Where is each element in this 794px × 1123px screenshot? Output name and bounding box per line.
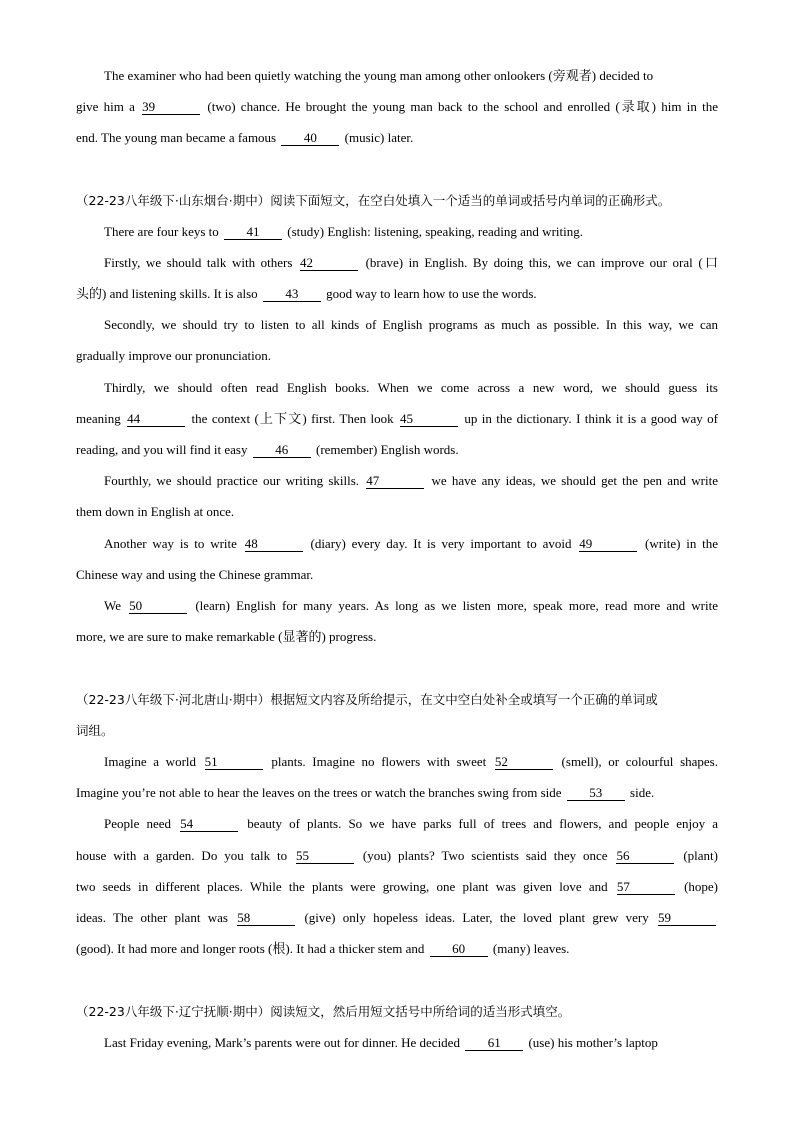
answer-blank-53[interactable]: 53 bbox=[567, 786, 625, 801]
text-segment: People need bbox=[104, 816, 179, 831]
text-segment: Chinese way and using the Chinese grammar. bbox=[76, 567, 314, 582]
text-segment: more, we are sure to make remarkable (显著的) progress. bbox=[76, 629, 377, 644]
text-segment: gradually improve our pronunciation. bbox=[76, 348, 271, 363]
text-segment: the context (上下文) first. Then look bbox=[187, 411, 399, 426]
text-segment: (music) later. bbox=[341, 130, 414, 145]
text-segment: 词组。 bbox=[76, 723, 114, 738]
text-segment: house with a garden. Do you talk to bbox=[76, 848, 295, 863]
text-segment: (plant) bbox=[676, 848, 718, 863]
text-segment: reading, and you will find it easy bbox=[76, 442, 251, 457]
answer-blank-55[interactable]: 55 bbox=[296, 849, 354, 864]
text-line bbox=[104, 67, 718, 85]
text-line bbox=[104, 223, 718, 241]
text-line bbox=[104, 753, 718, 771]
section-heading bbox=[76, 192, 718, 210]
text-line bbox=[76, 909, 718, 927]
text-segment: meaning bbox=[76, 411, 126, 426]
text-line bbox=[104, 815, 718, 833]
answer-blank-40[interactable]: 40 bbox=[281, 131, 339, 146]
text-segment: Fourthly, we should practice our writing skills. bbox=[104, 473, 365, 488]
text-line bbox=[104, 379, 718, 397]
answer-blank-61[interactable]: 61 bbox=[465, 1036, 523, 1051]
text-line bbox=[104, 535, 718, 553]
text-line bbox=[76, 129, 718, 147]
text-line bbox=[104, 316, 718, 334]
text-line bbox=[76, 878, 718, 896]
text-segment: good way to learn how to use the words. bbox=[322, 286, 537, 301]
text-segment: (hope) bbox=[676, 879, 718, 894]
text-line bbox=[76, 784, 718, 802]
text-line bbox=[104, 597, 718, 615]
text-segment: Firstly, we should talk with others bbox=[104, 255, 298, 270]
text-segment: Thirdly, we should often read English books. When we come across a new word, we should guess its bbox=[104, 380, 718, 395]
text-segment: up in the dictionary. I think it is a good way of bbox=[460, 411, 718, 426]
text-segment: (diary) every day. It is very important to avoid bbox=[304, 536, 578, 551]
answer-blank-47[interactable]: 47 bbox=[366, 474, 424, 489]
answer-blank-42[interactable]: 42 bbox=[300, 256, 358, 271]
section-heading bbox=[76, 1003, 718, 1021]
answer-blank-54[interactable]: 54 bbox=[180, 817, 238, 832]
text-segment: them down in English at once. bbox=[76, 504, 235, 519]
text-segment: Imagine you’re not able to hear the leaves on the trees or watch the branches swing from side bbox=[76, 785, 565, 800]
text-segment: (brave) in English. By doing this, we can improve our oral (口 bbox=[360, 255, 718, 270]
answer-blank-50[interactable]: 50 bbox=[129, 599, 187, 614]
text-segment: The examiner who had been quietly watching the young man among other onlookers (旁观者) decided to bbox=[104, 68, 654, 83]
text-segment: (remember) English words. bbox=[312, 442, 459, 457]
text-segment: （22-23八年级下·河北唐山·期中）根据短文内容及所给提示，在文中空白处补全或填写一个正确的单词或 bbox=[76, 692, 658, 707]
text-line bbox=[76, 940, 718, 958]
text-segment: (give) only hopeless ideas. Later, the loved plant grew very bbox=[297, 910, 656, 925]
text-line bbox=[76, 566, 718, 584]
text-line bbox=[76, 410, 718, 428]
text-segment: (good). It had more and longer roots (根). It had a thicker stem and bbox=[76, 941, 428, 956]
text-segment: side. bbox=[626, 785, 655, 800]
answer-blank-52[interactable]: 52 bbox=[495, 755, 553, 770]
answer-blank-51[interactable]: 51 bbox=[205, 755, 263, 770]
text-segment: Secondly, we should try to listen to all kinds of English programs as much as possible. In this way, we can bbox=[104, 317, 718, 332]
answer-blank-45[interactable]: 45 bbox=[400, 412, 458, 427]
text-segment: give him a bbox=[76, 99, 141, 114]
text-segment: beauty of plants. So we have parks full of trees and flowers, and people enjoy a bbox=[240, 816, 719, 831]
text-segment: plants. Imagine no flowers with sweet bbox=[264, 754, 493, 769]
text-line bbox=[76, 441, 718, 459]
answer-blank-46[interactable]: 46 bbox=[253, 443, 311, 458]
text-line bbox=[104, 254, 718, 272]
answer-blank-60[interactable]: 60 bbox=[430, 942, 488, 957]
text-segment: （22-23八年级下·山东烟台·期中）阅读下面短文，在空白处填入一个适当的单词或括号内单词的正确形式。 bbox=[76, 193, 671, 208]
text-line bbox=[76, 98, 718, 116]
text-segment: （22-23八年级下·辽宁抚顺·期中）阅读短文，然后用短文括号中所给词的适当形式填空。 bbox=[76, 1004, 571, 1019]
text-segment: we have any ideas, we should get the pen and write bbox=[426, 473, 718, 488]
text-segment: (learn) English for many years. As long as we listen more, speak more, read more and write bbox=[189, 598, 718, 613]
text-segment: (you) plants? Two scientists said they once bbox=[356, 848, 615, 863]
answer-blank-58[interactable]: 58 bbox=[237, 911, 295, 926]
answer-blank-57[interactable]: 57 bbox=[617, 880, 675, 895]
text-segment: (use) his mother’s laptop bbox=[525, 1035, 658, 1050]
text-segment: (study) English: listening, speaking, reading and writing. bbox=[284, 224, 583, 239]
text-segment: (write) in the bbox=[639, 536, 718, 551]
section-heading bbox=[76, 722, 718, 740]
answer-blank-39[interactable]: 39 bbox=[142, 100, 200, 115]
text-line bbox=[104, 472, 718, 490]
answer-blank-48[interactable]: 48 bbox=[245, 537, 303, 552]
text-segment: We bbox=[104, 598, 128, 613]
text-line bbox=[76, 847, 718, 865]
text-segment: Last Friday evening, Mark’s parents were out for dinner. He decided bbox=[104, 1035, 464, 1050]
text-segment: end. The young man became a famous bbox=[76, 130, 280, 145]
text-line bbox=[76, 503, 718, 521]
text-segment: There are four keys to bbox=[104, 224, 223, 239]
text-line bbox=[76, 347, 718, 365]
text-segment: Another way is to write bbox=[104, 536, 243, 551]
answer-blank-44[interactable]: 44 bbox=[127, 412, 185, 427]
section-heading bbox=[76, 691, 718, 709]
text-segment: ideas. The other plant was bbox=[76, 910, 236, 925]
text-line bbox=[76, 285, 718, 303]
text-segment: (smell), or colourful shapes. bbox=[554, 754, 718, 769]
text-segment: 头的) and listening skills. It is also bbox=[76, 286, 261, 301]
text-segment: (two) chance. He brought the young man back to the school and enrolled (录取) him in the bbox=[202, 99, 718, 114]
answer-blank-41[interactable]: 41 bbox=[224, 225, 282, 240]
answer-blank-49[interactable]: 49 bbox=[579, 537, 637, 552]
text-segment: two seeds in different places. While the plants were growing, one plant was given love and bbox=[76, 879, 615, 894]
text-line bbox=[104, 1034, 718, 1052]
answer-blank-59[interactable]: 59 bbox=[658, 911, 716, 926]
answer-blank-43[interactable]: 43 bbox=[263, 287, 321, 302]
text-segment: (many) leaves. bbox=[489, 941, 570, 956]
text-segment: Imagine a world bbox=[104, 754, 203, 769]
text-line bbox=[76, 628, 718, 646]
answer-blank-56[interactable]: 56 bbox=[616, 849, 674, 864]
